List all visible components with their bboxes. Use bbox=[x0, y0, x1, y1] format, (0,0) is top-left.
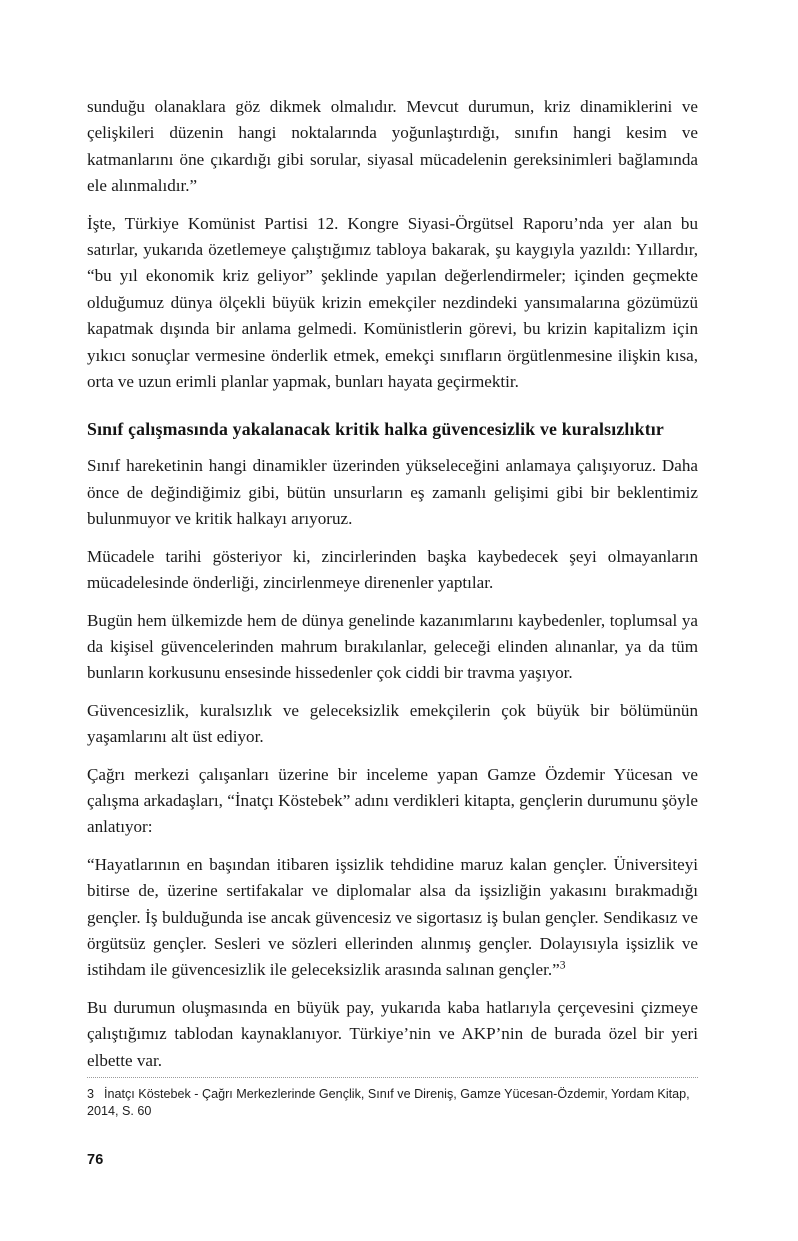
quote-text: “Hayatlarının en başından itibaren işsizlik tehdidine maruz kalan gençler. Üniversiteyi bitirse de, üzerine sertifakalar ve diplomalar alsa da işsizliğin yakasını bırakmadığı gençler. İş bulduğunda ise ancak güvencesiz ve sigortasız iş bulan gençler. Sendikasız ve örgütsüz gençler. Sesleri ve sözleri ellerinden alınmış gençler. Dolayısıyla işsizlik ve istihdam ile güvencesizlik ile geleceksizlik arasında salınan gençler.” bbox=[87, 854, 698, 980]
paragraph-2: İşte, Türkiye Komünist Partisi 12. Kongre Siyasi-Örgütsel Raporu’nda yer alan bu satırlar, yukarıda özetlemeye çalıştığımız tabloya bakarak, şu kaygıyla yazıldı: Yıllardır, “bu yıl ekonomik kriz geliyor” şeklinde yapılan değerlendirmeler; içinden geçmekte olduğumuz dünya ölçekli büyük krizin emekçiler nezdindeki yansımalarına gözümüzü kapatmak dışında bir anlama gelmedi. Komünistlerin görevi, bu krizin kapitalizm için yıkıcı sonuçlar vermesine önderlik etmek, emekçi sınıfların örgütlenmesine ilişkin kısa, orta ve uzun erimli planlar yapmak, bunları hayata geçirmektir. bbox=[87, 213, 698, 392]
footnote-number: 3 bbox=[87, 1087, 95, 1101]
footnote-block bbox=[87, 1077, 698, 1121]
footnote-citation-text: İnatçı Köstebek - Çağrı Merkezlerinde Gençlik, Sınıf ve Direniş, Gamze Yücesan-Özdemir, Yordam Kitap, 2014, S. 60 bbox=[87, 1087, 690, 1119]
section-heading: Sınıf çalışmasında yakalanacak kritik halka güvencesizlik ve kuralsızlıktır bbox=[87, 419, 664, 440]
paragraph-4: Mücadele tarihi gösteriyor ki, zincirlerinden başka kaybedecek şeyi olmayanların mücadelesinde önderliği, zincirlenmeye direnenler yaptılar. bbox=[87, 546, 698, 593]
quote-paragraph bbox=[87, 852, 698, 984]
footnote-separator-rule bbox=[87, 1077, 698, 1079]
closing-paragraph: Bu durumun oluşmasında en büyük pay, yukarıda kaba hatlarıyla çerçevesini çizmeye çalıştığımız tablodan kaynaklanıyor. Türkiye’nin ve AKP’nin de burada özel bir yeri elbette var. bbox=[87, 997, 698, 1070]
paragraph-5: Bugün hem ülkemizde hem de dünya genelinde kazanımlarını kaybedenler, toplumsal ya da kişisel güvencelerinden mahrum bırakılanlar, geleceği elinden alınanlar, ya da tüm bunların korkusunu ensesinde hissedenler çok ciddi bir travma yaşıyor. bbox=[87, 610, 698, 683]
paragraph-1: sunduğu olanaklara göz dikmek olmalıdır. Mevcut durumun, kriz dinamiklerini ve çelişkileri düzenin hangi noktalarında yoğunlaştırdığı, sınıfın hangi kesim ve katmanlarını öne çıkardığı gibi sorular, siyasal mücadelenin gereksinimleri bağlamında ele alınmalıdır.” bbox=[87, 97, 698, 196]
paragraph-6: Güvencesizlik, kuralsızlık ve geleceksizlik emekçilerin çok büyük bir bölümünün yaşamlarını alt üst ediyor. bbox=[87, 700, 698, 747]
page-number: 76 bbox=[87, 1152, 104, 1168]
footnote-entry bbox=[87, 1086, 698, 1121]
footnote-reference-marker: 3 bbox=[559, 958, 566, 972]
paragraph-7: Çağrı merkezi çalışanları üzerine bir inceleme yapan Gamze Özdemir Yücesan ve çalışma arkadaşları, “İnatçı Köstebek” adını verdikleri kitapta, gençlerin durumunu şöyle anlatıyor: bbox=[87, 764, 698, 837]
paragraph-3: Sınıf hareketinin hangi dinamikler üzerinden yükseleceğini anlamaya çalışıyoruz. Daha önce de değindiğimiz gibi, bütün unsurların eş zamanlı gelişimi gibi bir beklentimiz bulunmuyor ve kritik halkayı arıyoruz. bbox=[87, 456, 698, 529]
page-text-column bbox=[87, 94, 698, 1074]
